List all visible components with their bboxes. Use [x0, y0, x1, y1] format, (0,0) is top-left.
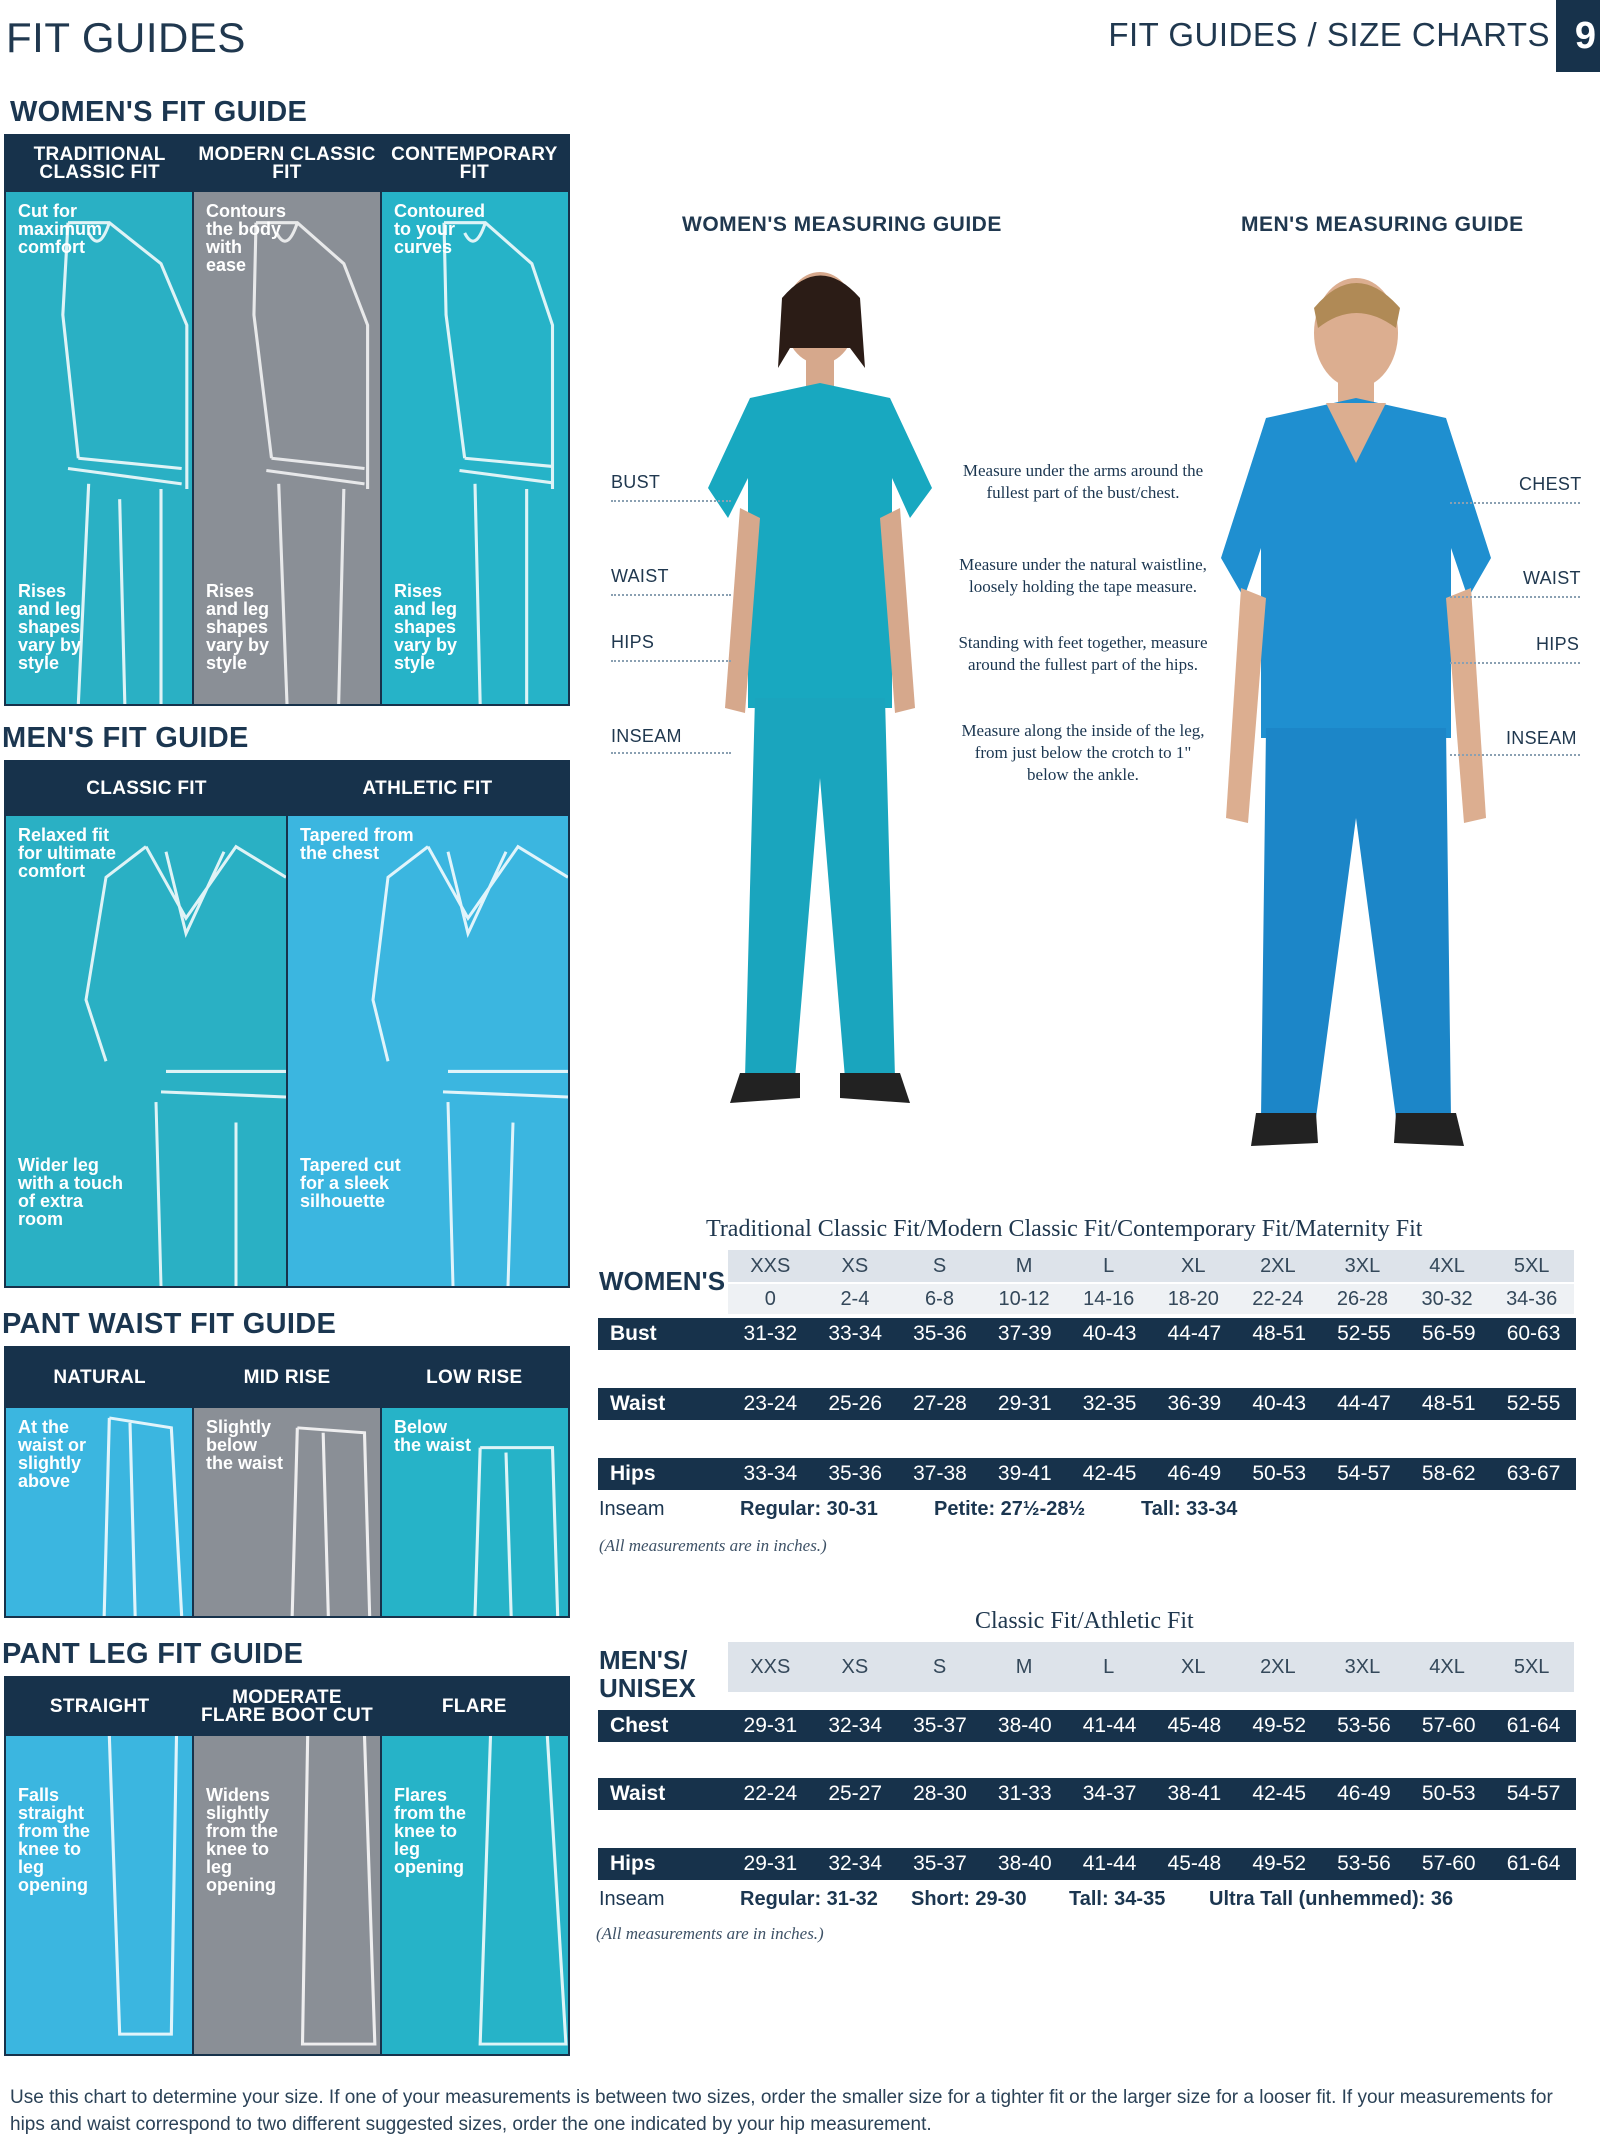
panel-text-top: Contoured to your curves: [394, 201, 485, 257]
numeric-size-cell: 6-8: [925, 1287, 954, 1310]
womens-row-hips: [598, 1458, 1576, 1490]
value-cell: 31-33: [997, 1782, 1052, 1805]
row-label: Hips: [610, 1462, 656, 1485]
panel-text-top: Contours the body with ease: [206, 201, 286, 275]
womens-fit-guide: [4, 134, 570, 706]
womens-fit-traditional-panel: [6, 192, 192, 704]
label-waist-women: WAIST: [611, 566, 669, 586]
size-cell: XS: [841, 1655, 869, 1678]
mens-row-chest: [598, 1710, 1576, 1742]
label-inseam-men: INSEAM: [1506, 728, 1577, 748]
numeric-size-cell: 34-36: [1506, 1287, 1558, 1310]
pant-waist-head-3: LOW RISE: [426, 1367, 523, 1388]
row-label: Chest: [610, 1714, 669, 1737]
value-cell: 63-67: [1506, 1462, 1561, 1485]
value-cell: 60-63: [1506, 1322, 1561, 1345]
numeric-size-cell: 26-28: [1336, 1287, 1389, 1310]
value-cell: 41-44: [1082, 1714, 1137, 1737]
pant-leg-head-3: FLARE: [441, 1696, 507, 1717]
mens-row-hips: [598, 1848, 1576, 1880]
womens-inseam-regular: Regular: 30-31: [740, 1498, 878, 1520]
value-cell: 25-27: [828, 1782, 883, 1805]
value-cell: 27-28: [913, 1392, 967, 1415]
womens-size-header: [728, 1250, 1574, 1282]
label-hips-women: HIPS: [611, 632, 655, 652]
size-cell: M: [1015, 1254, 1033, 1277]
size-cell: XL: [1181, 1254, 1206, 1277]
pant-leg-head-2: MODERATE FLARE BOOT CUT: [200, 1687, 373, 1726]
panel-text-top: Widens slightly from the knee to leg opening: [206, 1785, 278, 1895]
value-cell: 46-49: [1167, 1462, 1222, 1485]
numeric-size-cell: 10-12: [998, 1287, 1050, 1310]
pant-waist-fit-guide: [4, 1346, 570, 1618]
size-cell: 4XL: [1429, 1655, 1465, 1678]
womens-fit-head-2: MODERN CLASSIC FIT: [198, 144, 376, 183]
value-cell: 44-47: [1167, 1322, 1222, 1345]
womens-fit-head-1: TRADITIONAL CLASSIC FIT: [33, 144, 166, 183]
pant-waist-lowrise-panel: [382, 1408, 568, 1616]
instruction-bust: Measure under the arms around the fullest part of the bust/chest.: [962, 461, 1204, 502]
value-cell: 32-34: [828, 1852, 883, 1875]
value-cell: 52-55: [1506, 1392, 1561, 1415]
mens-inseam-regular: Regular: 31-32: [740, 1888, 878, 1910]
value-cell: 29-31: [997, 1392, 1052, 1415]
womens-row-bust: [598, 1318, 1576, 1350]
mens-fit-classic-panel: [6, 816, 286, 1286]
value-cell: 56-59: [1421, 1322, 1476, 1345]
pant-illustration: [194, 1736, 380, 2054]
womens-inseam-tall: Tall: 33-34: [1141, 1498, 1238, 1520]
pant-leg-guide-title: PANT LEG FIT GUIDE: [2, 1638, 304, 1670]
value-cell: 50-53: [1252, 1462, 1307, 1485]
mens-inseam-ultra-tall: Ultra Tall (unhemmed): 36: [1209, 1888, 1454, 1910]
label-inseam-women: INSEAM: [611, 726, 682, 746]
womens-inseam-petite: Petite: 27½-28½: [934, 1498, 1086, 1520]
panel-text-top: Below the waist: [394, 1417, 472, 1455]
value-cell: 45-48: [1167, 1714, 1222, 1737]
value-cell: 36-39: [1167, 1392, 1222, 1415]
size-cell: L: [1103, 1655, 1115, 1678]
size-cell: XXS: [750, 1655, 791, 1678]
value-cell: 53-56: [1337, 1852, 1391, 1875]
value-cell: 42-45: [1082, 1462, 1137, 1485]
womens-fit-guide-title: WOMEN'S FIT GUIDE: [10, 96, 308, 128]
measure-line: [1450, 596, 1580, 598]
womens-measuring-guide-title: WOMEN'S MEASURING GUIDE: [682, 213, 1002, 236]
panel-text-bottom: Wider leg with a touch of extra room: [18, 1155, 123, 1229]
mens-fit-head-2: ATHLETIC FIT: [362, 778, 493, 799]
measure-line: [611, 500, 731, 502]
size-cell: 5XL: [1513, 1655, 1550, 1678]
numeric-size-cell: 14-16: [1083, 1287, 1135, 1310]
size-cell: XL: [1181, 1655, 1206, 1678]
pant-leg-flare-panel: [382, 1736, 568, 2054]
footer-instructions: Use this chart to determine your size. If one of your measurements is between two sizes, order the smaller size for a tighter fit or the larger size for a looser fit. If your measurements for hips and waist correspond to two different suggested sizes, order the one indicated by your hip measurement.: [10, 2087, 1553, 2135]
scrub-illustration: [288, 816, 568, 1286]
mens-row-waist: [598, 1778, 1576, 1810]
pant-leg-bootcut-panel: [194, 1736, 380, 2054]
value-cell: 29-31: [743, 1714, 798, 1737]
mens-measuring-guide-title: MEN'S MEASURING GUIDE: [1241, 213, 1524, 236]
value-cell: 46-49: [1337, 1782, 1391, 1805]
value-cell: 37-38: [913, 1462, 967, 1485]
mens-table-label: MEN'S/ UNISEX: [599, 1645, 696, 1703]
mens-fit-guide-title: MEN'S FIT GUIDE: [2, 722, 249, 754]
measure-line: [611, 660, 731, 662]
value-cell: 38-40: [997, 1852, 1052, 1875]
panel-text-top: Tapered from the chest: [300, 825, 414, 863]
value-cell: 35-37: [913, 1714, 967, 1737]
mens-size-header: [728, 1642, 1574, 1692]
value-cell: 38-40: [997, 1714, 1052, 1737]
numeric-size-cell: 18-20: [1167, 1287, 1219, 1310]
size-cell: 3XL: [1344, 1655, 1381, 1678]
row-label: Waist: [610, 1392, 666, 1415]
value-cell: 38-41: [1167, 1782, 1222, 1805]
instruction-inseam: Measure along the inside of the leg, from just below the crotch to 1" below the ankle.: [961, 721, 1205, 784]
pant-waist-natural-panel: [6, 1408, 192, 1616]
size-cell: XXS: [750, 1254, 791, 1277]
value-cell: 23-24: [743, 1392, 798, 1415]
value-cell: 42-45: [1252, 1782, 1307, 1805]
pant-illustration: [382, 1736, 568, 2054]
panel-text-bottom: Rises and leg shapes vary by style: [18, 581, 82, 673]
value-cell: 31-32: [743, 1322, 798, 1345]
value-cell: 49-52: [1252, 1852, 1307, 1875]
value-cell: 40-43: [1252, 1392, 1307, 1415]
measure-line: [1450, 502, 1580, 504]
panel-text-top: At the waist or slightly above: [18, 1417, 87, 1491]
value-cell: 29-31: [743, 1852, 798, 1875]
label-waist-men: WAIST: [1523, 568, 1581, 588]
value-cell: 58-62: [1421, 1462, 1476, 1485]
label-hips-men: HIPS: [1536, 634, 1580, 654]
row-label: Waist: [610, 1782, 666, 1805]
pant-leg-straight-panel: [6, 1736, 192, 2054]
mens-fit-head-1: CLASSIC FIT: [86, 778, 207, 799]
size-cell: 2XL: [1260, 1254, 1296, 1277]
measure-line: [1450, 662, 1580, 664]
womens-fit-modern-panel: [194, 192, 380, 704]
measure-line: [1450, 754, 1580, 756]
panel-text-top: Cut for maximum comfort: [18, 201, 103, 257]
mens-fit-athletic-panel: [288, 816, 568, 1286]
numeric-size-cell: 0: [764, 1287, 776, 1310]
value-cell: 61-64: [1506, 1714, 1561, 1737]
value-cell: 35-37: [913, 1852, 967, 1875]
value-cell: 35-36: [913, 1322, 967, 1345]
value-cell: 40-43: [1082, 1322, 1137, 1345]
section-title: FIT GUIDES / SIZE CHARTS: [1108, 16, 1550, 53]
panel-text-top: Relaxed fit for ultimate comfort: [18, 825, 117, 881]
panel-text-top: Flares from the knee to leg opening: [394, 1785, 466, 1877]
value-cell: 48-51: [1421, 1392, 1476, 1415]
size-cell: 5XL: [1513, 1254, 1550, 1277]
mens-table-caption: Classic Fit/Athletic Fit: [975, 1608, 1194, 1634]
womens-fit-head-3: CONTEMPORARY FIT: [391, 144, 558, 183]
value-cell: 57-60: [1421, 1714, 1476, 1737]
pant-waist-guide-title: PANT WAIST FIT GUIDE: [2, 1308, 337, 1340]
panel-text-bottom: Rises and leg shapes vary by style: [394, 581, 458, 673]
pant-waist-head-1: NATURAL: [53, 1367, 146, 1388]
value-cell: 54-57: [1506, 1782, 1561, 1805]
womens-numeric-size-header: [728, 1284, 1574, 1314]
womens-table-label: WOMEN'S: [599, 1266, 726, 1296]
row-label: Hips: [610, 1852, 656, 1875]
pant-waist-midrise-panel: [194, 1408, 380, 1616]
value-cell: 25-26: [828, 1392, 883, 1415]
value-cell: 22-24: [743, 1782, 798, 1805]
numeric-size-cell: 30-32: [1421, 1287, 1473, 1310]
row-label: Bust: [610, 1322, 657, 1345]
womens-measurement-note: (All measurements are in inches.): [599, 1536, 827, 1555]
panel-text-top: Slightly below the waist: [206, 1417, 284, 1473]
female-model-image: [670, 258, 960, 1148]
value-cell: 61-64: [1506, 1852, 1561, 1875]
page-title: FIT GUIDES: [6, 14, 246, 61]
size-cell: M: [1015, 1655, 1033, 1678]
womens-fit-contemporary-panel: [382, 192, 568, 704]
mens-inseam-short: Short: 29-30: [911, 1888, 1027, 1910]
pant-illustration: [6, 1736, 192, 2054]
womens-inseam-label: Inseam: [599, 1498, 665, 1520]
label-chest: CHEST: [1519, 474, 1582, 494]
value-cell: 57-60: [1421, 1852, 1476, 1875]
value-cell: 39-41: [997, 1462, 1052, 1485]
value-cell: 54-57: [1337, 1462, 1391, 1485]
womens-row-waist: [598, 1388, 1576, 1420]
pant-leg-head-1: STRAIGHT: [49, 1696, 150, 1717]
value-cell: 41-44: [1082, 1852, 1137, 1875]
mens-inseam-tall: Tall: 34-35: [1069, 1888, 1166, 1910]
size-cell: L: [1103, 1254, 1115, 1277]
measure-line: [611, 594, 731, 596]
mens-fit-guide: [4, 760, 570, 1288]
womens-table-caption: Traditional Classic Fit/Modern Classic Fit/Contemporary Fit/Maternity Fit: [706, 1216, 1423, 1242]
value-cell: 52-55: [1337, 1322, 1391, 1345]
size-cell: XS: [841, 1254, 869, 1277]
value-cell: 33-34: [743, 1462, 798, 1485]
pant-waist-head-2: MID RISE: [243, 1367, 331, 1388]
numeric-size-cell: 2-4: [840, 1287, 870, 1310]
male-model-image: [1206, 258, 1506, 1158]
value-cell: 48-51: [1252, 1322, 1307, 1345]
value-cell: 32-34: [828, 1714, 883, 1737]
size-cell: 2XL: [1260, 1655, 1296, 1678]
value-cell: 45-48: [1167, 1852, 1222, 1875]
value-cell: 50-53: [1421, 1782, 1476, 1805]
mens-measurement-note: (All measurements are in inches.): [596, 1924, 824, 1943]
value-cell: 44-47: [1337, 1392, 1391, 1415]
measure-line: [611, 752, 731, 754]
instruction-waist: Measure under the natural waistline, loosely holding the tape measure.: [959, 555, 1207, 596]
size-cell: S: [932, 1254, 947, 1277]
value-cell: 32-35: [1082, 1392, 1137, 1415]
value-cell: 37-39: [997, 1322, 1052, 1345]
panel-text-top: Falls straight from the knee to leg opening: [18, 1785, 90, 1895]
mens-inseam-label: Inseam: [599, 1888, 665, 1910]
value-cell: 28-30: [913, 1782, 967, 1805]
size-cell: 3XL: [1344, 1254, 1381, 1277]
value-cell: 53-56: [1337, 1714, 1391, 1737]
value-cell: 49-52: [1252, 1714, 1307, 1737]
label-bust: BUST: [611, 472, 661, 492]
page-number: 9: [1556, 0, 1600, 72]
value-cell: 34-37: [1082, 1782, 1137, 1805]
numeric-size-cell: 22-24: [1252, 1287, 1304, 1310]
value-cell: 33-34: [828, 1322, 883, 1345]
panel-text-bottom: Rises and leg shapes vary by style: [206, 581, 270, 673]
instruction-hips: Standing with feet together, measure around the fullest part of the hips.: [958, 633, 1208, 674]
size-cell: S: [932, 1655, 947, 1678]
value-cell: 35-36: [828, 1462, 883, 1485]
panel-text-bottom: Tapered cut for a sleek silhouette: [300, 1155, 401, 1211]
pant-leg-fit-guide: [4, 1676, 570, 2056]
size-cell: 4XL: [1429, 1254, 1465, 1277]
